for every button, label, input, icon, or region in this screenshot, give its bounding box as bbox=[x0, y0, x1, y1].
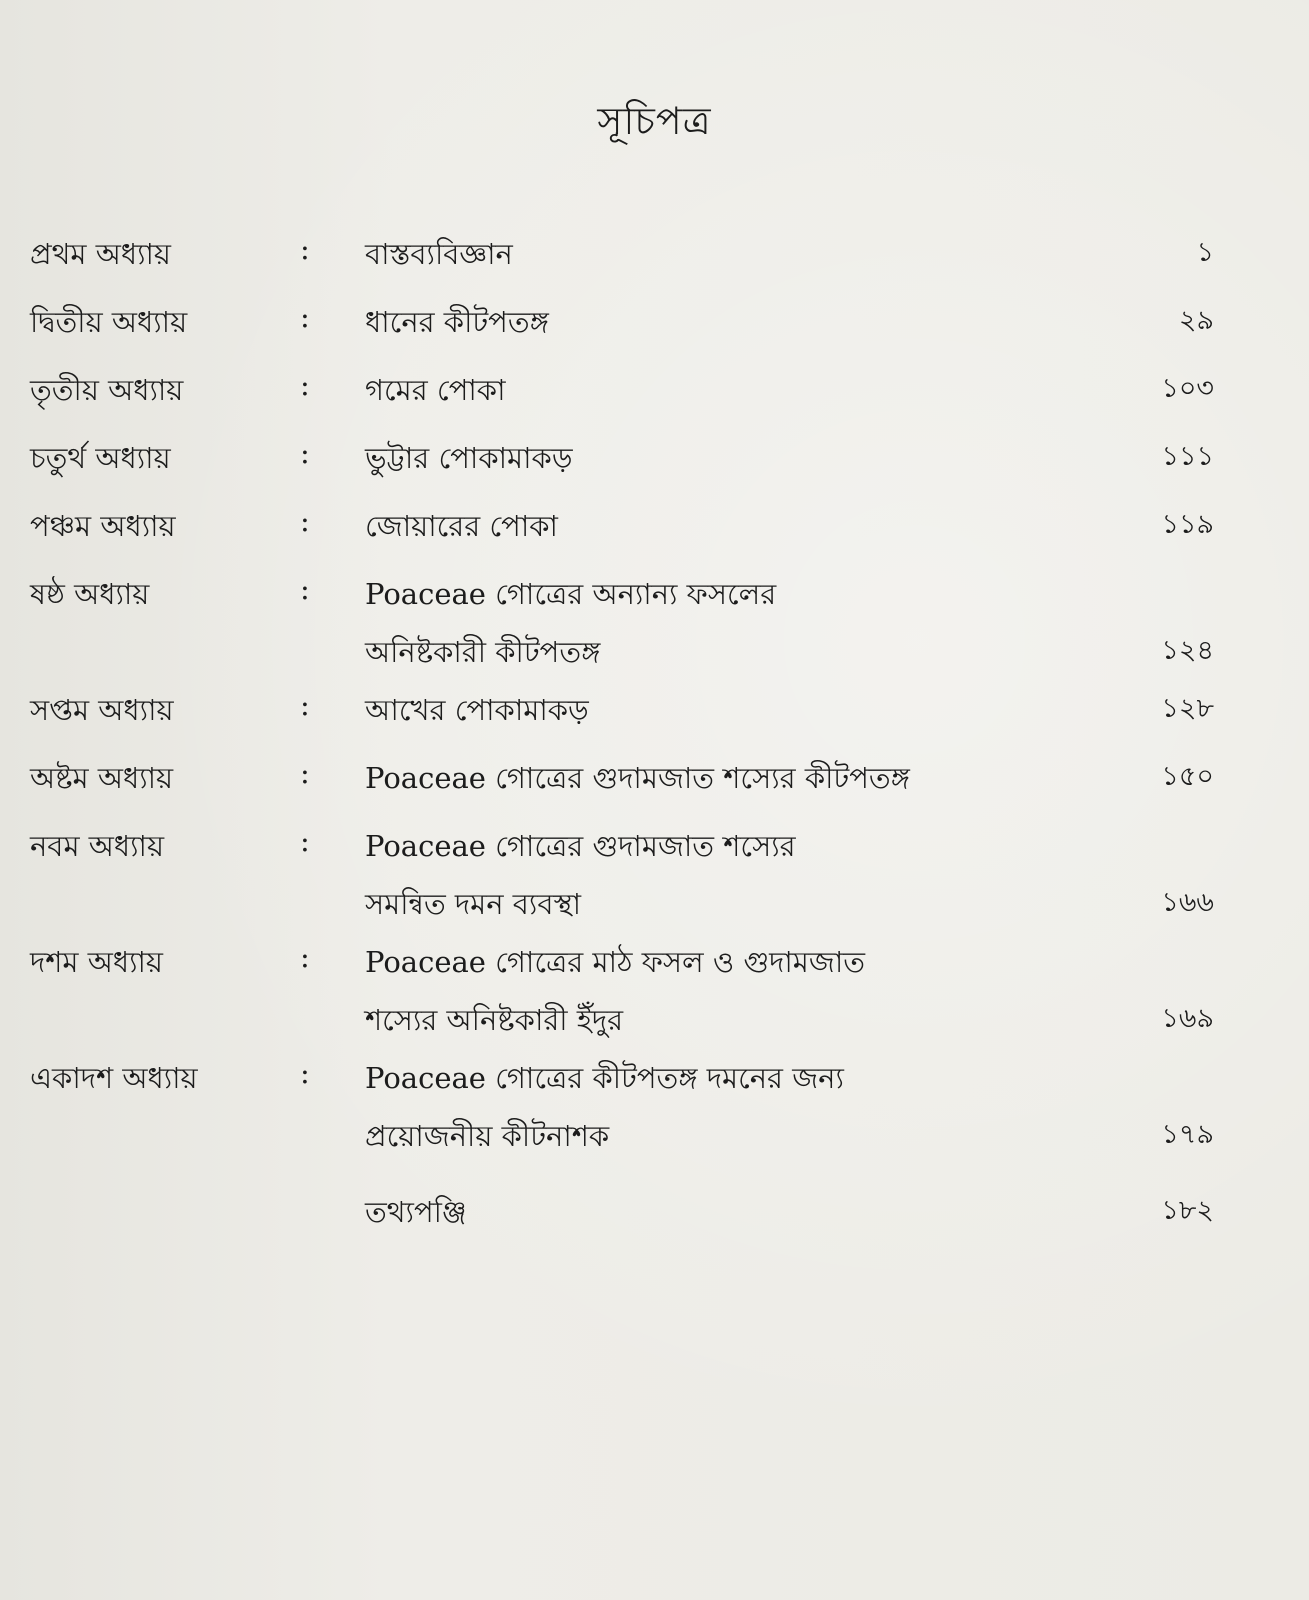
chapter-title-line: Poaceae গোত্রের মাঠ ফসল ও গুদামজাত bbox=[365, 945, 866, 979]
colon-separator: : bbox=[300, 1056, 310, 1090]
toc-entry bbox=[0, 232, 1309, 290]
colon-separator: : bbox=[300, 572, 310, 606]
chapter-label: একাদশ অধ্যায় bbox=[30, 1061, 198, 1095]
toc-entry bbox=[0, 436, 1309, 494]
page-number: ১২৪ bbox=[1161, 635, 1214, 666]
page-title: সূচিপত্র bbox=[597, 99, 712, 143]
toc-entry bbox=[0, 300, 1309, 358]
colon-separator: : bbox=[300, 824, 310, 858]
colon-separator: : bbox=[300, 436, 310, 470]
chapter-title-line: Poaceae গোত্রের গুদামজাত শস্যের bbox=[365, 829, 796, 863]
chapter-label: ষষ্ঠ অধ্যায় bbox=[30, 577, 150, 611]
page-number: ২৯ bbox=[1178, 305, 1214, 336]
page-number: ১১১ bbox=[1161, 441, 1214, 472]
chapter-title-line: Poaceae গোত্রের অন্যান্য ফসলের bbox=[365, 577, 777, 611]
toc-entry bbox=[0, 1056, 1309, 1172]
colon-separator: : bbox=[300, 504, 310, 538]
toc-entry bbox=[0, 572, 1309, 688]
chapter-title-line: Poaceae গোত্রের গুদামজাত শস্যের কীটপতঙ্গ bbox=[365, 761, 910, 795]
chapter-title-line: বাস্তব্যবিজ্ঞান bbox=[365, 237, 513, 271]
page-number: ১ bbox=[1196, 237, 1214, 268]
chapter-title-line: Poaceae গোত্রের কীটপতঙ্গ দমনের জন্য bbox=[365, 1061, 844, 1095]
chapter-title-line: সমন্বিত দমন ব্যবস্থা bbox=[365, 887, 582, 921]
page-number: ১৬৯ bbox=[1161, 1003, 1214, 1034]
chapter-label: নবম অধ্যায় bbox=[30, 829, 165, 863]
toc-entry bbox=[0, 504, 1309, 562]
colon-separator: : bbox=[300, 756, 310, 790]
toc-entry bbox=[0, 1190, 1309, 1248]
page-number: ১২৮ bbox=[1161, 693, 1214, 724]
chapter-label: দ্বিতীয় অধ্যায় bbox=[30, 305, 188, 339]
chapter-label: চতুর্থ অধ্যায় bbox=[30, 441, 171, 475]
chapter-label: প্রথম অধ্যায় bbox=[30, 237, 172, 271]
colon-separator: : bbox=[300, 368, 310, 402]
toc-entry bbox=[0, 688, 1309, 746]
chapter-label: দশম অধ্যায় bbox=[30, 945, 163, 979]
chapter-label: সপ্তম অধ্যায় bbox=[30, 693, 174, 727]
page-number: ১১৯ bbox=[1161, 509, 1214, 540]
page-number: ১৫০ bbox=[1161, 761, 1214, 792]
colon-separator: : bbox=[300, 688, 310, 722]
toc-entry bbox=[0, 756, 1309, 814]
colon-separator: : bbox=[300, 232, 310, 266]
page-number: ১৬৬ bbox=[1161, 887, 1214, 918]
toc-entry bbox=[0, 940, 1309, 1056]
chapter-title-line: আখের পোকামাকড় bbox=[365, 693, 589, 727]
chapter-label: অষ্টম অধ্যায় bbox=[30, 761, 174, 795]
toc-entry bbox=[0, 368, 1309, 426]
chapter-title-line: জোয়ারের পোকা bbox=[365, 509, 558, 543]
chapter-title-line: ধানের কীটপতঙ্গ bbox=[365, 305, 549, 339]
colon-separator: : bbox=[300, 300, 310, 334]
chapter-title-line: গমের পোকা bbox=[365, 373, 506, 407]
chapter-title-line: ভুট্টার পোকামাকড় bbox=[365, 441, 573, 475]
page-number: ১০৩ bbox=[1161, 373, 1214, 404]
toc-entry bbox=[0, 824, 1309, 940]
chapter-title-line: শস্যের অনিষ্টকারী ইঁদুর bbox=[365, 1003, 624, 1037]
chapter-title-line: অনিষ্টকারী কীটপতঙ্গ bbox=[365, 635, 601, 669]
chapter-title-line: তথ্যপঞ্জি bbox=[365, 1195, 467, 1229]
page-number: ১৭৯ bbox=[1161, 1119, 1214, 1150]
chapter-label: পঞ্চম অধ্যায় bbox=[30, 509, 176, 543]
chapter-label: তৃতীয় অধ্যায় bbox=[30, 373, 184, 407]
chapter-title-line: প্রয়োজনীয় কীটনাশক bbox=[365, 1119, 610, 1153]
colon-separator: : bbox=[300, 940, 310, 974]
page-number: ১৮২ bbox=[1161, 1195, 1214, 1226]
